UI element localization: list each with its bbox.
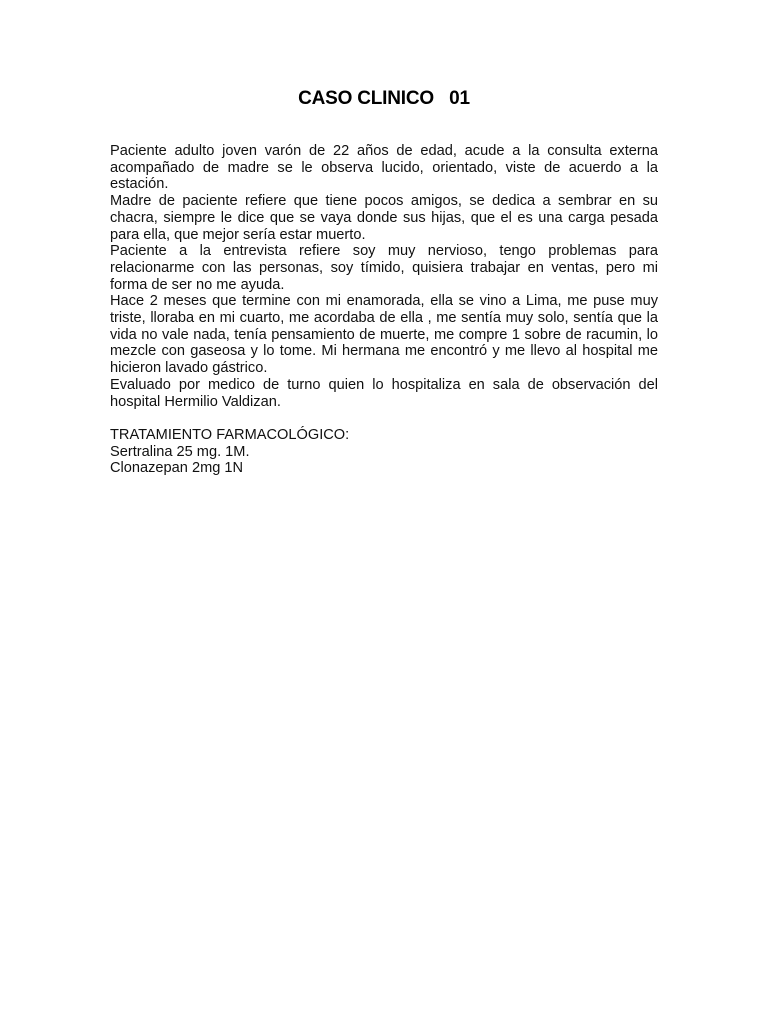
document-title: CASO CLINICO 01 xyxy=(298,88,470,109)
paragraph-interview: Paciente a la entrevista refiere soy muy nervioso, tengo problemas para relacionarme con las personas, soy tímido, quisiera trabajar en ventas, pero mi forma de ser no me ayuda. xyxy=(110,243,658,293)
paragraph-evaluation: Evaluado por medico de turno quien lo hospitaliza en sala de observación del hospital Hermilio Valdizan. xyxy=(110,376,658,410)
case-body xyxy=(110,143,658,477)
treatment-item-clonazepan: Clonazepan 2mg 1N xyxy=(110,460,244,477)
section-spacer xyxy=(110,410,658,427)
treatment-heading: TRATAMIENTO FARMACOLÓGICO: xyxy=(110,426,350,443)
paragraph-presentation: Paciente adulto joven varón de 22 años de edad, acude a la consulta externa acompañado de madre se le observa lucido, orientado, viste de acuerdo a la estación. xyxy=(110,143,658,193)
treatment-item-sertralina: Sertralina 25 mg. 1M. xyxy=(110,443,250,460)
paragraph-mother-report: Madre de paciente refiere que tiene pocos amigos, se dedica a sembrar en su chacra, siempre le dice que se vaya donde sus hijas, que el es una carga pesada para ella, que mejor sería estar muerto. xyxy=(110,193,658,243)
paragraph-history: Hace 2 meses que termine con mi enamorada, ella se vino a Lima, me puse muy triste, lloraba en mi cuarto, me acordaba de ella , me sentía muy solo, sentía que la vida no vale nada, tenía pensamiento de muerte, me compre 1 sobre de racumin, lo mezcle con gaseosa y lo tome. Mi hermana me encontró y me llevo al hospital me hicieron lavado gástrico. xyxy=(110,293,658,377)
